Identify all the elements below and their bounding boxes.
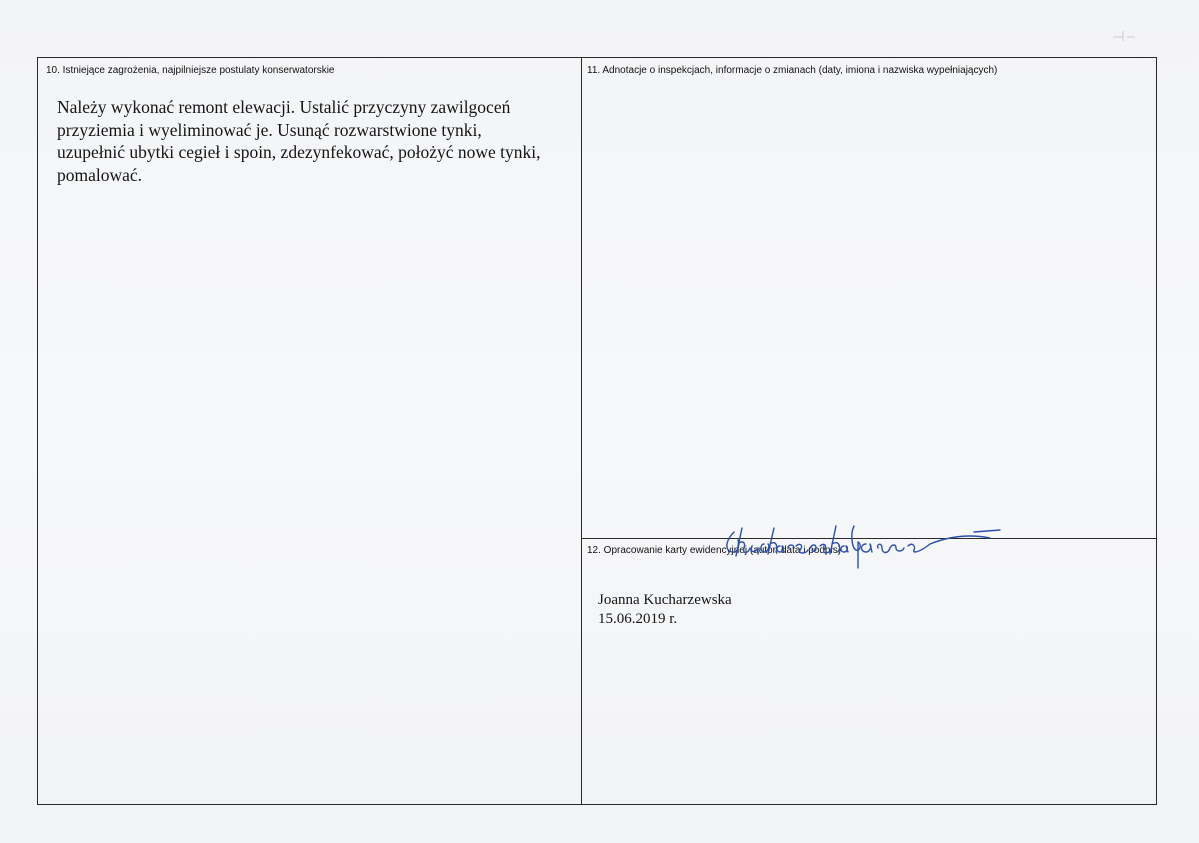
section-10-line: pomalować. — [57, 164, 143, 185]
author-name: Joanna Kucharzewska — [598, 592, 732, 608]
section-10-line: Należy wykonać remont elewacji. Ustalić przyczyny zawilgoceń — [57, 97, 511, 117]
section-11-label: 11. Adnotacje o inspekcjach, informacje o zmianach (daty, imiona i nazwiska wypełniających) — [587, 65, 998, 76]
section-12-label: 12. Opracowanie karty ewidencyjnej (autor, data i podpis) — [587, 545, 842, 556]
signature-image — [720, 520, 1020, 576]
section-10-line: przyziemia i wyeliminować je. Usunąć rozwarstwione tynki, — [57, 119, 482, 140]
author-block — [598, 591, 732, 629]
column-divider — [581, 58, 582, 804]
author-date: 15.06.2019 r. — [598, 611, 678, 627]
form-table — [37, 57, 1157, 805]
section-10-line: uzupełnić ubytki cegieł i spoin, zdezynfekować, położyć nowe tynki, — [57, 142, 541, 162]
section-10-label: 10. Istniejące zagrożenia, najpilniejsze postulaty konserwatorskie — [46, 65, 335, 76]
scan-mark-icon — [1109, 25, 1139, 43]
section-10-text — [57, 96, 557, 186]
